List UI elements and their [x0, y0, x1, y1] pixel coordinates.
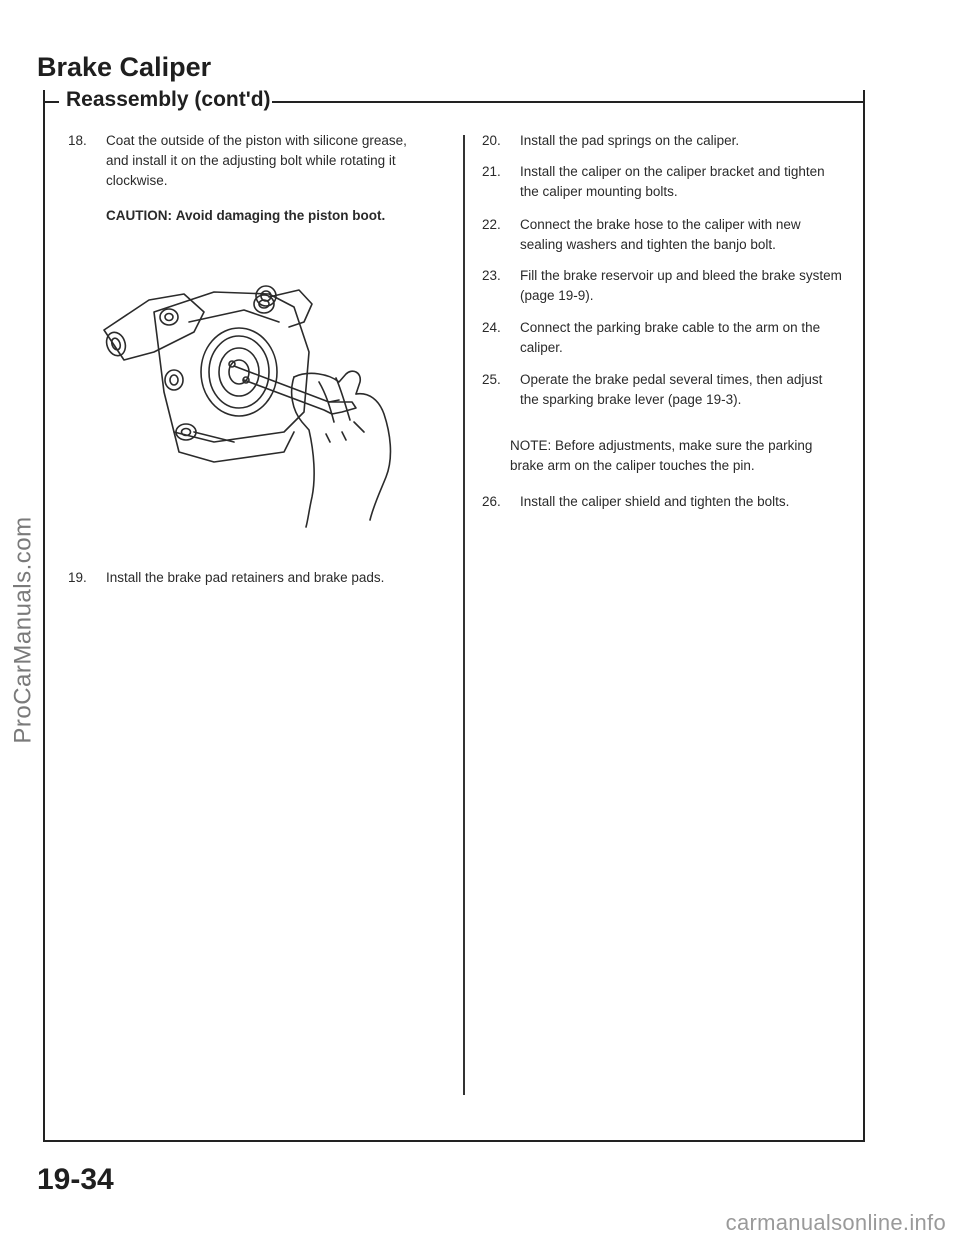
- step-23: [482, 266, 842, 306]
- side-watermark-text: ProCarManuals.com: [10, 516, 37, 744]
- step-21: [482, 162, 842, 202]
- caution-note: [106, 206, 436, 226]
- note-label: NOTE:: [510, 438, 552, 453]
- step-text: Install the caliper on the caliper bracket and tighten the caliper mounting bolts.: [520, 164, 825, 199]
- step-number: 18.: [68, 133, 87, 148]
- step-text: Connect the parking brake cable to the arm on the caliper.: [520, 320, 821, 355]
- page-title: Brake Caliper: [37, 52, 212, 82]
- note: [510, 436, 842, 476]
- step-number: 19.: [68, 570, 87, 585]
- section-subtitle: Reassembly (cont'd): [66, 88, 271, 111]
- step-24: [482, 318, 842, 358]
- brake-caliper-piston-illustration-icon: [94, 282, 424, 532]
- step-25: [482, 370, 842, 410]
- frame-top-right-rule: [272, 101, 863, 103]
- caution-text: Avoid damaging the piston boot.: [175, 208, 386, 223]
- step-text: Install the pad springs on the caliper.: [520, 133, 740, 148]
- step-text: Fill the brake reservoir up and bleed the brake system (page 19-9).: [520, 268, 842, 303]
- step-text: Connect the brake hose to the caliper with new sealing washers and tighten the banjo bolt.: [520, 217, 801, 252]
- step-number: 24.: [482, 320, 501, 335]
- step-text: Coat the outside of the piston with silicone grease, and install it on the adjusting bolt while rotating it clockwise.: [106, 133, 407, 188]
- step-18: [68, 131, 428, 191]
- step-number: 20.: [482, 133, 501, 148]
- step-text: Operate the brake pedal several times, then adjust the sparking brake lever (page 19-3).: [520, 372, 823, 407]
- step-number: 21.: [482, 164, 501, 179]
- step-20: [482, 131, 842, 151]
- page-number: 19-34: [37, 1163, 114, 1196]
- step-26: [482, 492, 842, 512]
- step-22: [482, 215, 842, 255]
- frame-top-left-rule: [43, 101, 59, 103]
- step-text: Install the caliper shield and tighten the bolts.: [520, 494, 790, 509]
- step-number: 22.: [482, 217, 501, 232]
- caution-label: CAUTION:: [106, 208, 172, 223]
- bottom-watermark: carmanualsonline.info: [725, 1210, 946, 1235]
- step-number: 25.: [482, 372, 501, 387]
- step-19: [68, 568, 468, 588]
- column-divider: [463, 135, 465, 1095]
- step-number: 23.: [482, 268, 501, 283]
- step-text: Install the brake pad retainers and brake pads.: [106, 570, 385, 585]
- side-watermark: [4, 500, 44, 760]
- step-number: 26.: [482, 494, 501, 509]
- note-text: Before adjustments, make sure the parking brake arm on the caliper touches the pin.: [510, 438, 813, 473]
